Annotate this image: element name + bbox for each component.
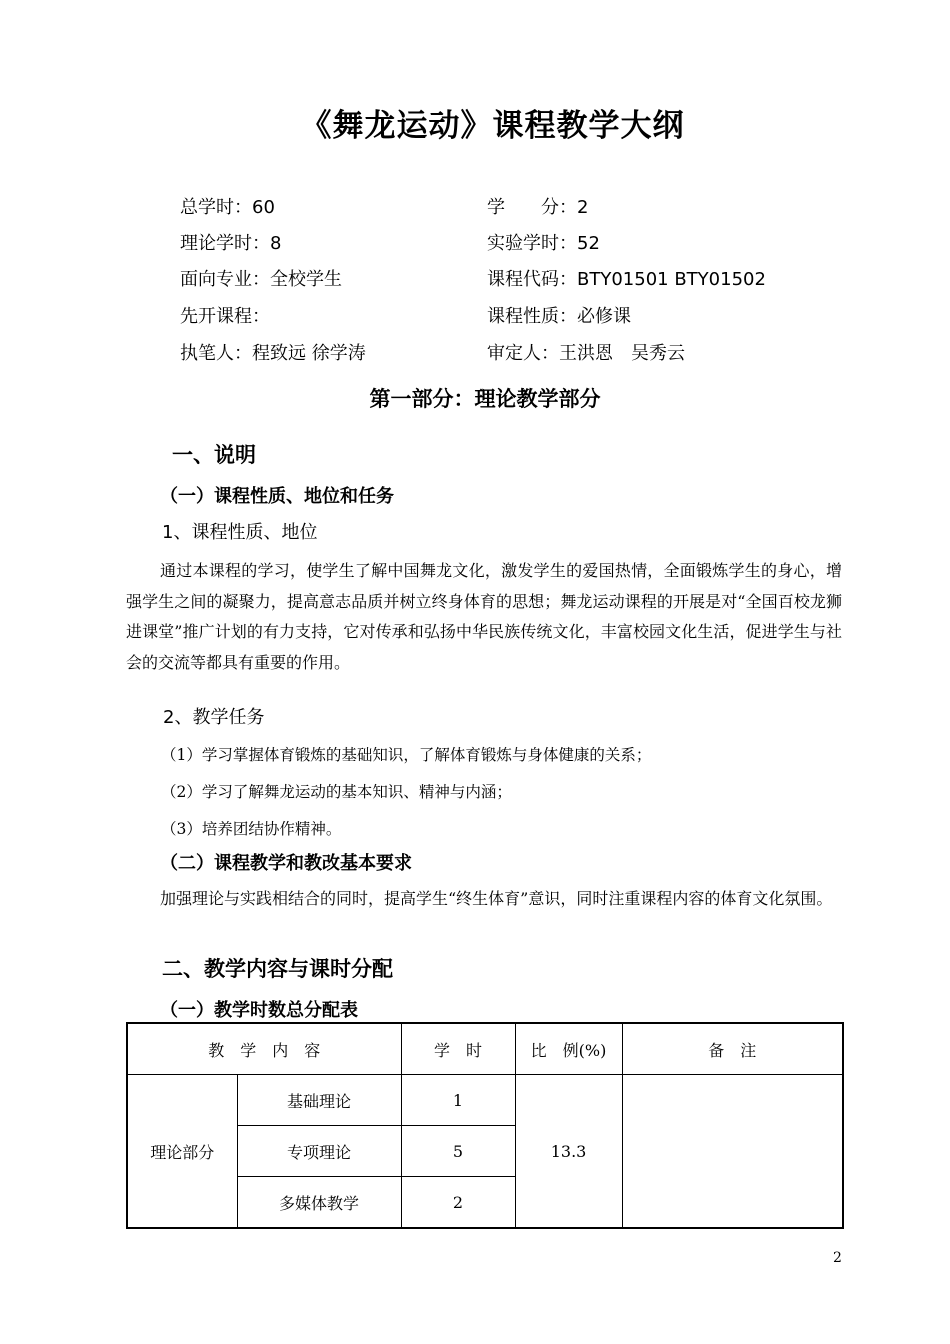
header-remarks: 备 注 (622, 1023, 843, 1075)
authors: 执笔人：程致远 徐学涛 (180, 343, 366, 364)
total-hours: 总学时：60 (180, 197, 275, 218)
item-cell: 多媒体教学 (237, 1177, 401, 1229)
target-major: 面向专业：全校学生 (180, 269, 342, 290)
subsection-heading-allocation: （一）教学时数总分配表 (160, 1000, 358, 1021)
point-heading-tasks: 2、教学任务 (163, 707, 265, 728)
section-two-heading: 二、教学内容与课时分配 (162, 957, 393, 981)
theory-hours: 理论学时：8 (180, 233, 282, 254)
part-one-title: 第一部分：理论教学部分 (369, 387, 601, 411)
hours-allocation-table (126, 1022, 844, 1229)
task-item: （1）学习掌握体育锻炼的基础知识，了解体育锻炼与身体健康的关系； (161, 746, 652, 764)
requirements-paragraph: 加强理论与实践相结合的同时，提高学生“终生体育”意识，同时注重课程内容的体育文化氛围。 (160, 889, 833, 908)
header-content: 教 学 内 容 (127, 1023, 401, 1075)
hours-cell: 5 (401, 1126, 515, 1177)
prerequisite: 先开课程： (180, 306, 270, 327)
section-one-heading: 一、说明 (172, 443, 256, 467)
subsection-heading-nature: （一）课程性质、地位和任务 (160, 486, 394, 507)
group-label-cell: 理论部分 (127, 1075, 237, 1229)
credits: 学 分：2 (487, 197, 589, 218)
item-cell: 专项理论 (237, 1126, 401, 1177)
point-heading-nature: 1、课程性质、地位 (162, 522, 318, 543)
hours-cell: 2 (401, 1177, 515, 1229)
course-code: 课程代码：BTY01501 BTY01502 (487, 269, 766, 290)
remarks-cell (622, 1075, 843, 1229)
table-row (127, 1075, 843, 1126)
task-item: （2）学习了解舞龙运动的基本知识、精神与内涵； (161, 783, 512, 801)
document-title: 《舞龙运动》课程教学大纲 (300, 108, 685, 144)
subsection-heading-requirements: （二）课程教学和教改基本要求 (160, 853, 412, 874)
course-nature-paragraph: 通过本课程的学习，使学生了解中国舞龙文化，激发学生的爱国热情，全面锻炼学生的身心，增强学生之间的凝聚力，提高意志品质并树立终身体育的思想；舞龙运动课程的开展是对“全国百校龙狮进课堂”推广计划的有力支持，它对传承和弘扬中华民族传统文化，丰富校园文化生活，促进学生与社会的交流等都具有重要的作用。 (126, 561, 842, 672)
hours-cell: 1 (401, 1075, 515, 1126)
course-nature: 课程性质：必修课 (487, 306, 631, 327)
header-hours: 学 时 (401, 1023, 515, 1075)
ratio-cell: 13.3 (515, 1075, 622, 1229)
lab-hours: 实验学时：52 (487, 233, 600, 254)
header-ratio: 比 例(%) (515, 1023, 622, 1075)
item-cell: 基础理论 (237, 1075, 401, 1126)
task-item: （3）培养团结协作精神。 (161, 820, 342, 838)
reviewers: 审定人：王洪恩 吴秀云 (487, 343, 685, 364)
table-header-row (127, 1023, 843, 1075)
page-number: 2 (833, 1250, 842, 1266)
